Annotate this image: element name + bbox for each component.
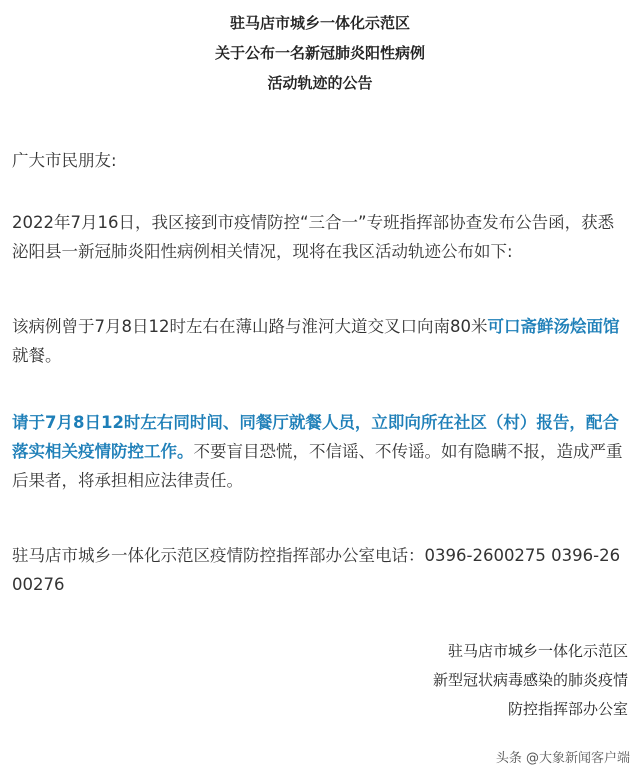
signature-line-1: 驻马店市城乡一体化示范区 [447, 642, 628, 660]
title-line-3: 活动轨迹的公告 [267, 74, 373, 92]
paragraph-trajectory [12, 312, 630, 370]
signature-line-2: 新型冠状病毒感染的肺炎疫情 [432, 671, 628, 689]
instructions-text: 不要盲目恐慌，不信谣、不传谣。如有隐瞒不报，造成严重后果者，将承担相应法律责任。 [12, 442, 623, 490]
source-watermark: 头条 @大象新闻客户端 [495, 751, 630, 766]
announcement-title [0, 8, 640, 98]
signature-line-3: 防控指挥部办公室 [507, 700, 628, 718]
instructions-highlight: 请于7月8日12时左右同时间、同餐厅就餐人员，立即向所在社区（村）报告，配合落实相关疫情防控工作。 [12, 413, 619, 461]
restaurant-name: 可口斋鲜汤烩面馆 [487, 317, 620, 336]
trajectory-text: 该病例曾于7月8日12时左右在薄山路与淮河大道交叉口向南80米 [12, 317, 488, 336]
paragraph-notice: 2022年7月16日，我区接到市疫情防控“三合一”专班指挥部协查发布公告函，获悉泌阳县一新冠肺炎阳性病例相关情况，现将在我区活动轨迹公布如下: [12, 213, 615, 261]
title-line-1: 驻马店市城乡一体化示范区 [229, 14, 410, 32]
paragraph-instructions [12, 408, 630, 495]
title-line-2: 关于公布一名新冠肺炎阳性病例 [214, 44, 425, 62]
signature-block [433, 637, 628, 724]
contact-phone: 驻马店市城乡一体化示范区疫情防控指挥部办公室电话：0396-2600275 0396-2600276 [12, 546, 621, 594]
salutation: 广大市民朋友: [12, 151, 117, 170]
trajectory-suffix: 就餐。 [12, 346, 62, 365]
